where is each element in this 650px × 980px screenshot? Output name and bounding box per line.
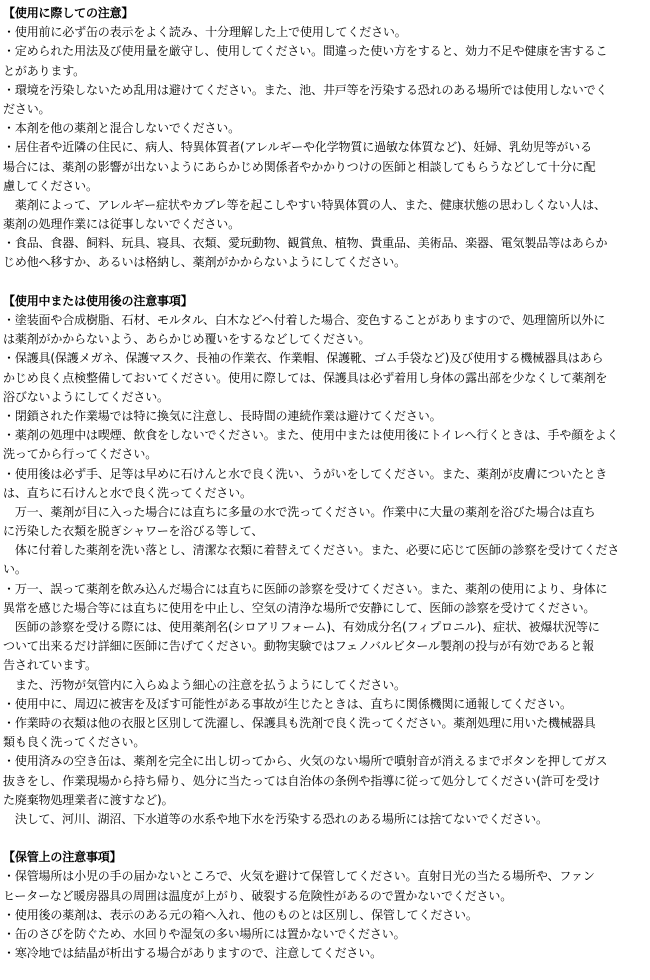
- text-line: 抜きをし、作業現場から持ち帰り、処分に当たっては自治体の条例や指導に従って処分してください(許可を受け: [3, 773, 601, 788]
- text-line: ・使用後は必ず手、足等は早めに石けんと水で良く洗い、うがいをしてください。また、薬剤が皮膚についたとき: [3, 466, 608, 481]
- text-line: た廃棄物処理業者に渡すなど)。: [3, 792, 174, 807]
- section-heading: 【使用中または使用後の注意事項】: [3, 293, 193, 308]
- section-heading: 【保管上の注意事項】: [3, 850, 122, 865]
- text-line: 浴びないようにしてください。: [3, 389, 169, 404]
- text-line: 場合には、薬剤の影響が出ないようにあらかじめ関係者やかかりつけの医師と相談してもらうなどして十分に配: [3, 159, 596, 174]
- text-line: ・薬剤の処理中は喫煙、飲食をしないでください。また、使用中または使用後にトイレへ行くときは、手や顔をよく: [3, 428, 619, 443]
- text-line: ・作業時の衣類は他の衣服と区別して洗濯し、保護具も洗剤で良く洗ってください。薬剤処理に用いた機械器具: [3, 715, 596, 730]
- section-spacer: [3, 273, 646, 292]
- text-line: 体に付着した薬剤を洗い落とし、清潔な衣類に着替えてください。また、必要に応じて医師の診察を受けてくださ: [3, 543, 620, 558]
- text-line: 洗ってから行ってください。: [3, 447, 158, 462]
- text-line: ・本剤を他の薬剤と混合しないでください。: [3, 121, 241, 136]
- text-line: ・缶のさびを防ぐため、水回りや湿気の多い場所には置かないでください。: [3, 927, 406, 941]
- text-line: ・万一、誤って薬剤を飲み込んだ場合には直ちに医師の診察を受けてください。また、薬剤の使用により、身体に: [3, 581, 608, 596]
- text-line: 異常を感じた場合等には直ちに使用を中止し、空気の清浄な場所で安静にして、医師の診察を受けてください。: [3, 600, 596, 615]
- text-line: 薬剤によって、アレルギー症状やカブレ等を起こしやすい特異体質の人、また、健康状態の思わしくない人は、: [3, 197, 606, 212]
- text-line: ・使用済みの空き缶は、薬剤を完全に出し切ってから、火気のない場所で噴射音が消えるまでボタンを押してガス: [3, 754, 608, 769]
- text-line: 告されています。: [3, 658, 97, 673]
- section-spacer: [3, 829, 646, 848]
- text-line: ・定められた用法及び使用量を厳守し、使用してください。間違った使い方をすると、効力不足や健康を害するこ: [3, 44, 608, 59]
- text-line: に汚染した衣類を脱ぎシャワーを浴びる等して、: [3, 524, 264, 539]
- text-line: ・使用中に、周辺に被害を及ぼす可能性がある事故が生じたときは、直ちに関係機関に通報してください。: [3, 696, 572, 711]
- text-line: 慮してください。: [3, 178, 98, 193]
- text-line: ・寒冷地では結晶が析出する場合がありますので、注意してください。: [3, 946, 382, 961]
- text-line: ついて出来るだけ詳細に医師に告げてください。動物実験ではフェノバルビタール製剤の投与が有効であると報: [3, 639, 594, 654]
- text-line: じめ他へ移すか、あるいは格納し、薬剤がかからないようにしてください。: [3, 255, 406, 270]
- section-during-after-use: [3, 292, 646, 829]
- text-line: ・保護具(保護メガネ、保護マスク、長袖の作業衣、作業帽、保護靴、ゴム手袋など)及び使用する機械器具はあら: [3, 351, 604, 366]
- text-line: ・使用後の薬剤は、表示のある元の箱へ入れ、他のものとは区別し、保管してください。: [3, 907, 478, 922]
- text-line: は薬剤がかからないよう、あらかじめ覆いをするなどしてください。: [3, 332, 371, 347]
- text-line: ・塗装面や合成樹脂、石材、モルタル、白木などへ付着した場合、変色することがありますので、処理箇所以外に: [3, 313, 606, 327]
- text-line: また、汚物が気管内に入らぬよう細心の注意を払うようにしてください。: [3, 677, 406, 692]
- text-line: ヒーターなど暖房器具の周囲は温度が上がり、破裂する危険性があるので置かないでください。: [3, 888, 513, 903]
- text-line: い。: [3, 562, 27, 577]
- text-line: ・環境を汚染しないため乱用は避けてください。また、池、井戸等を汚染する恐れのある場所では使用しないでく: [3, 82, 608, 97]
- text-line: 薬剤の処理作業には従事しないでください。: [3, 217, 241, 232]
- text-line: ださい。: [3, 101, 51, 116]
- section-storage-precautions: [3, 848, 646, 963]
- text-line: ・食品、食器、飼料、玩具、寝具、衣類、愛玩動物、観賞魚、植物、貴重品、美術品、楽器、電気製品等はあらか: [3, 236, 608, 251]
- section-usage-precautions: [3, 4, 646, 273]
- section-heading: 【使用に際しての注意】: [3, 6, 134, 20]
- text-line: ・保管場所は小児の手の届かないところで、火気を避けて保管してください。直射日光の当たる場所や、ファン: [3, 869, 595, 884]
- text-line: 医師の診察を受ける際には、使用薬剤名(シロアリフォーム)、有効成分名(フィプロニル)、症状、被爆状況等に: [3, 620, 600, 634]
- text-line: ・居住者や近隣の住民に、病人、特異体質者(アレルギーや化学物質に過敏な体質など)、妊婦、乳幼児等がいる: [3, 140, 592, 155]
- text-line: かじめ良く点検整備しておいてください。使用に際しては、保護具は必ず着用し身体の露出部を少なくして薬剤を: [3, 370, 608, 385]
- text-line: ・使用前に必ず缶の表示をよく読み、十分理解した上で使用してください。: [3, 25, 407, 40]
- text-line: 類も良く洗ってください。: [3, 735, 146, 750]
- text-line: ・閉鎖された作業場では特に換気に注意し、長時間の連続作業は避けてください。: [3, 408, 442, 423]
- text-line: は、直ちに石けんと水で良く洗ってください。: [3, 485, 252, 500]
- text-line: とがあります。: [3, 63, 85, 78]
- text-line: 万一、薬剤が目に入った場合には直ちに多量の水で洗ってください。作業中に大量の薬剤を浴びた場合は直ち: [3, 504, 596, 519]
- text-line: 決して、河川、湖沼、下水道等の水系や地下水を汚染する恐れのある場所には捨てないでください。: [3, 811, 548, 826]
